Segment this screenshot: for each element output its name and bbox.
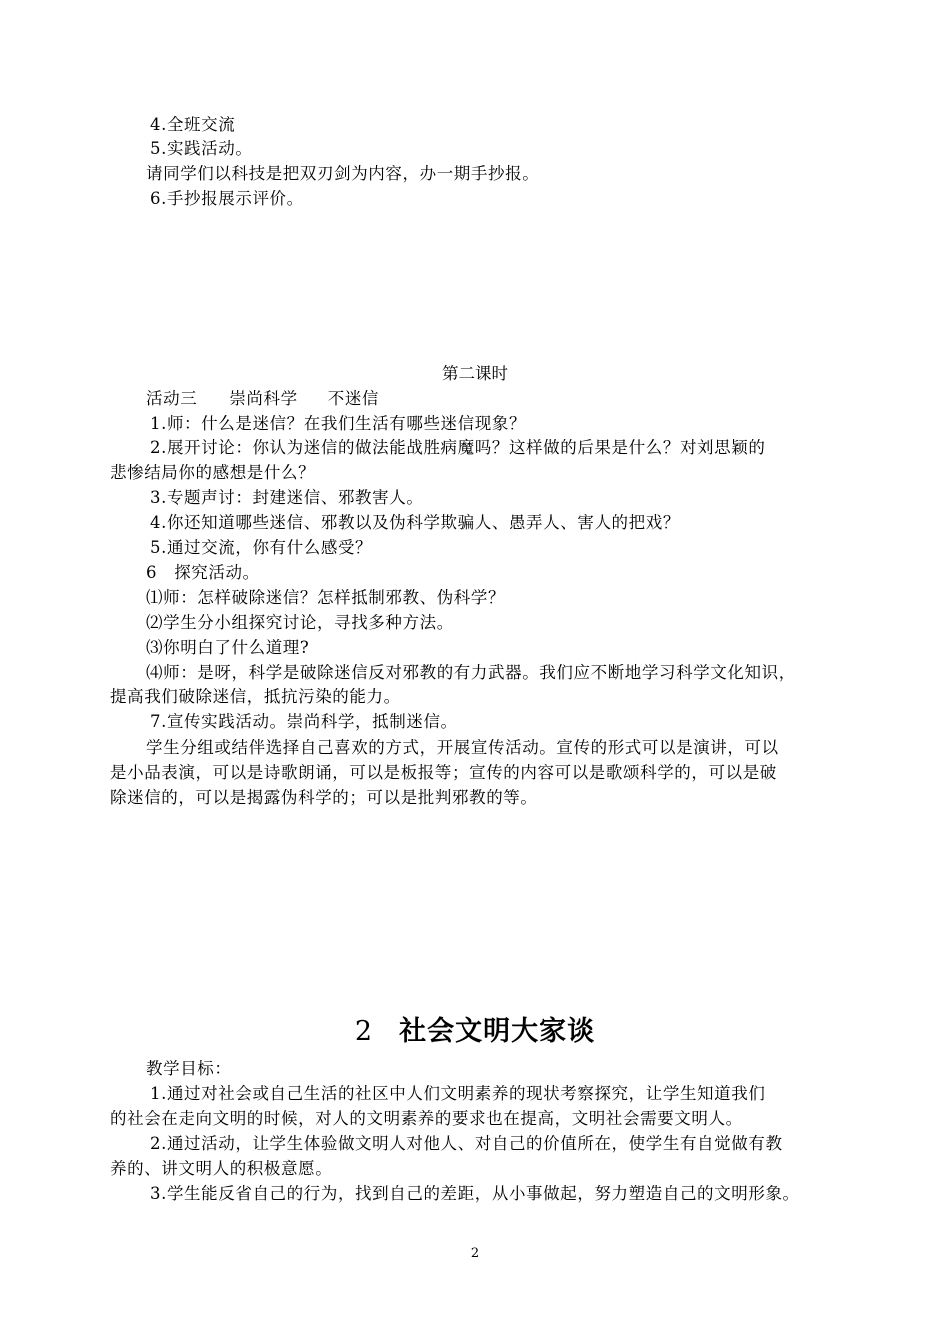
goals-heading: 教学目标： bbox=[146, 1059, 232, 1078]
lesson-line: 1.师：什么是迷信？在我们生活有哪些迷信现象？ bbox=[150, 414, 527, 433]
lesson-line: ⑷师：是呀，科学是破除迷信反对邪教的有力武器。我们应不断地学习科学文化知识， bbox=[146, 663, 796, 682]
handout-instruction-line: 请同学们以科技是把双刃剑为内容，办一期手抄报。 bbox=[146, 164, 540, 183]
lesson-line: 5.通过交流，你有什么感受？ bbox=[150, 538, 373, 557]
step-4-line: 4.全班交流 bbox=[150, 115, 236, 134]
lesson-line: ⑴师：怎样破除迷信？怎样抵制邪教、伪科学？ bbox=[146, 588, 506, 607]
page-number: 2 bbox=[470, 1246, 480, 1261]
goal-line: 的社会在走向文明的时候，对人的文明素养的要求也在提高，文明社会需要文明人。 bbox=[110, 1109, 743, 1128]
goal-line: 养的、讲文明人的积极意愿。 bbox=[110, 1159, 333, 1178]
activity-three-heading bbox=[146, 387, 379, 411]
activity-topic: 崇尚科学 bbox=[229, 389, 298, 408]
lesson-line: ⑵学生分小组探究讨论，寻找多种方法。 bbox=[146, 613, 454, 632]
lesson-title bbox=[0, 1012, 950, 1052]
goal-line: 2.通过活动，让学生体验做文明人对他人、对自己的价值所在，使学生有自觉做有教 bbox=[150, 1134, 783, 1153]
step-5-line: 5.实践活动。 bbox=[150, 139, 253, 158]
second-lesson-heading: 第二课时 bbox=[442, 364, 508, 383]
lesson-line: ⑶你明白了什么道理? bbox=[146, 638, 310, 657]
lesson-line: 提高我们破除迷信，抵抗污染的能力。 bbox=[110, 687, 401, 706]
lesson-line: 学生分组或结伴选择自己喜欢的方式，开展宣传活动。宣传的形式可以是演讲，可以 bbox=[146, 738, 779, 757]
lesson-line: 4.你还知道哪些迷信、邪教以及伪科学欺骗人、愚弄人、害人的把戏？ bbox=[150, 513, 680, 532]
lesson-line: 7.宣传实践活动。崇尚科学，抵制迷信。 bbox=[150, 712, 458, 731]
activity-topic-suffix: 不迷信 bbox=[327, 389, 380, 408]
step-6-line: 6.手抄报展示评价。 bbox=[150, 189, 304, 208]
lesson-line: 是小品表演，可以是诗歌朗诵，可以是板报等；宣传的内容可以是歌颂科学的，可以是破 bbox=[110, 763, 777, 782]
lesson-line: 3.专题声讨：封建迷信、邪教害人。 bbox=[150, 488, 424, 507]
lesson-line: 除迷信的，可以是揭露伪科学的；可以是批判邪教的等。 bbox=[110, 788, 538, 807]
goal-line: 3.学生能反省自己的行为，找到自己的差距，从小事做起，努力塑造自己的文明形象。 bbox=[150, 1184, 800, 1203]
lesson-line: 2.展开讨论：你认为迷信的做法能战胜病魔吗？这样做的后果是什么？对刘思颖的 bbox=[150, 438, 766, 457]
activity-label: 活动三 bbox=[146, 389, 198, 408]
lesson-title-text: 社会文明大家谈 bbox=[399, 1016, 596, 1047]
lesson-line: 悲惨结局你的感想是什么？ bbox=[110, 463, 316, 482]
lesson-number: 2 bbox=[354, 1016, 374, 1047]
goal-line: 1.通过对社会或自己生活的社区中人们文明素养的现状考察探究，让学生知道我们 bbox=[150, 1084, 766, 1103]
lesson-line: 6 探究活动。 bbox=[146, 563, 260, 582]
